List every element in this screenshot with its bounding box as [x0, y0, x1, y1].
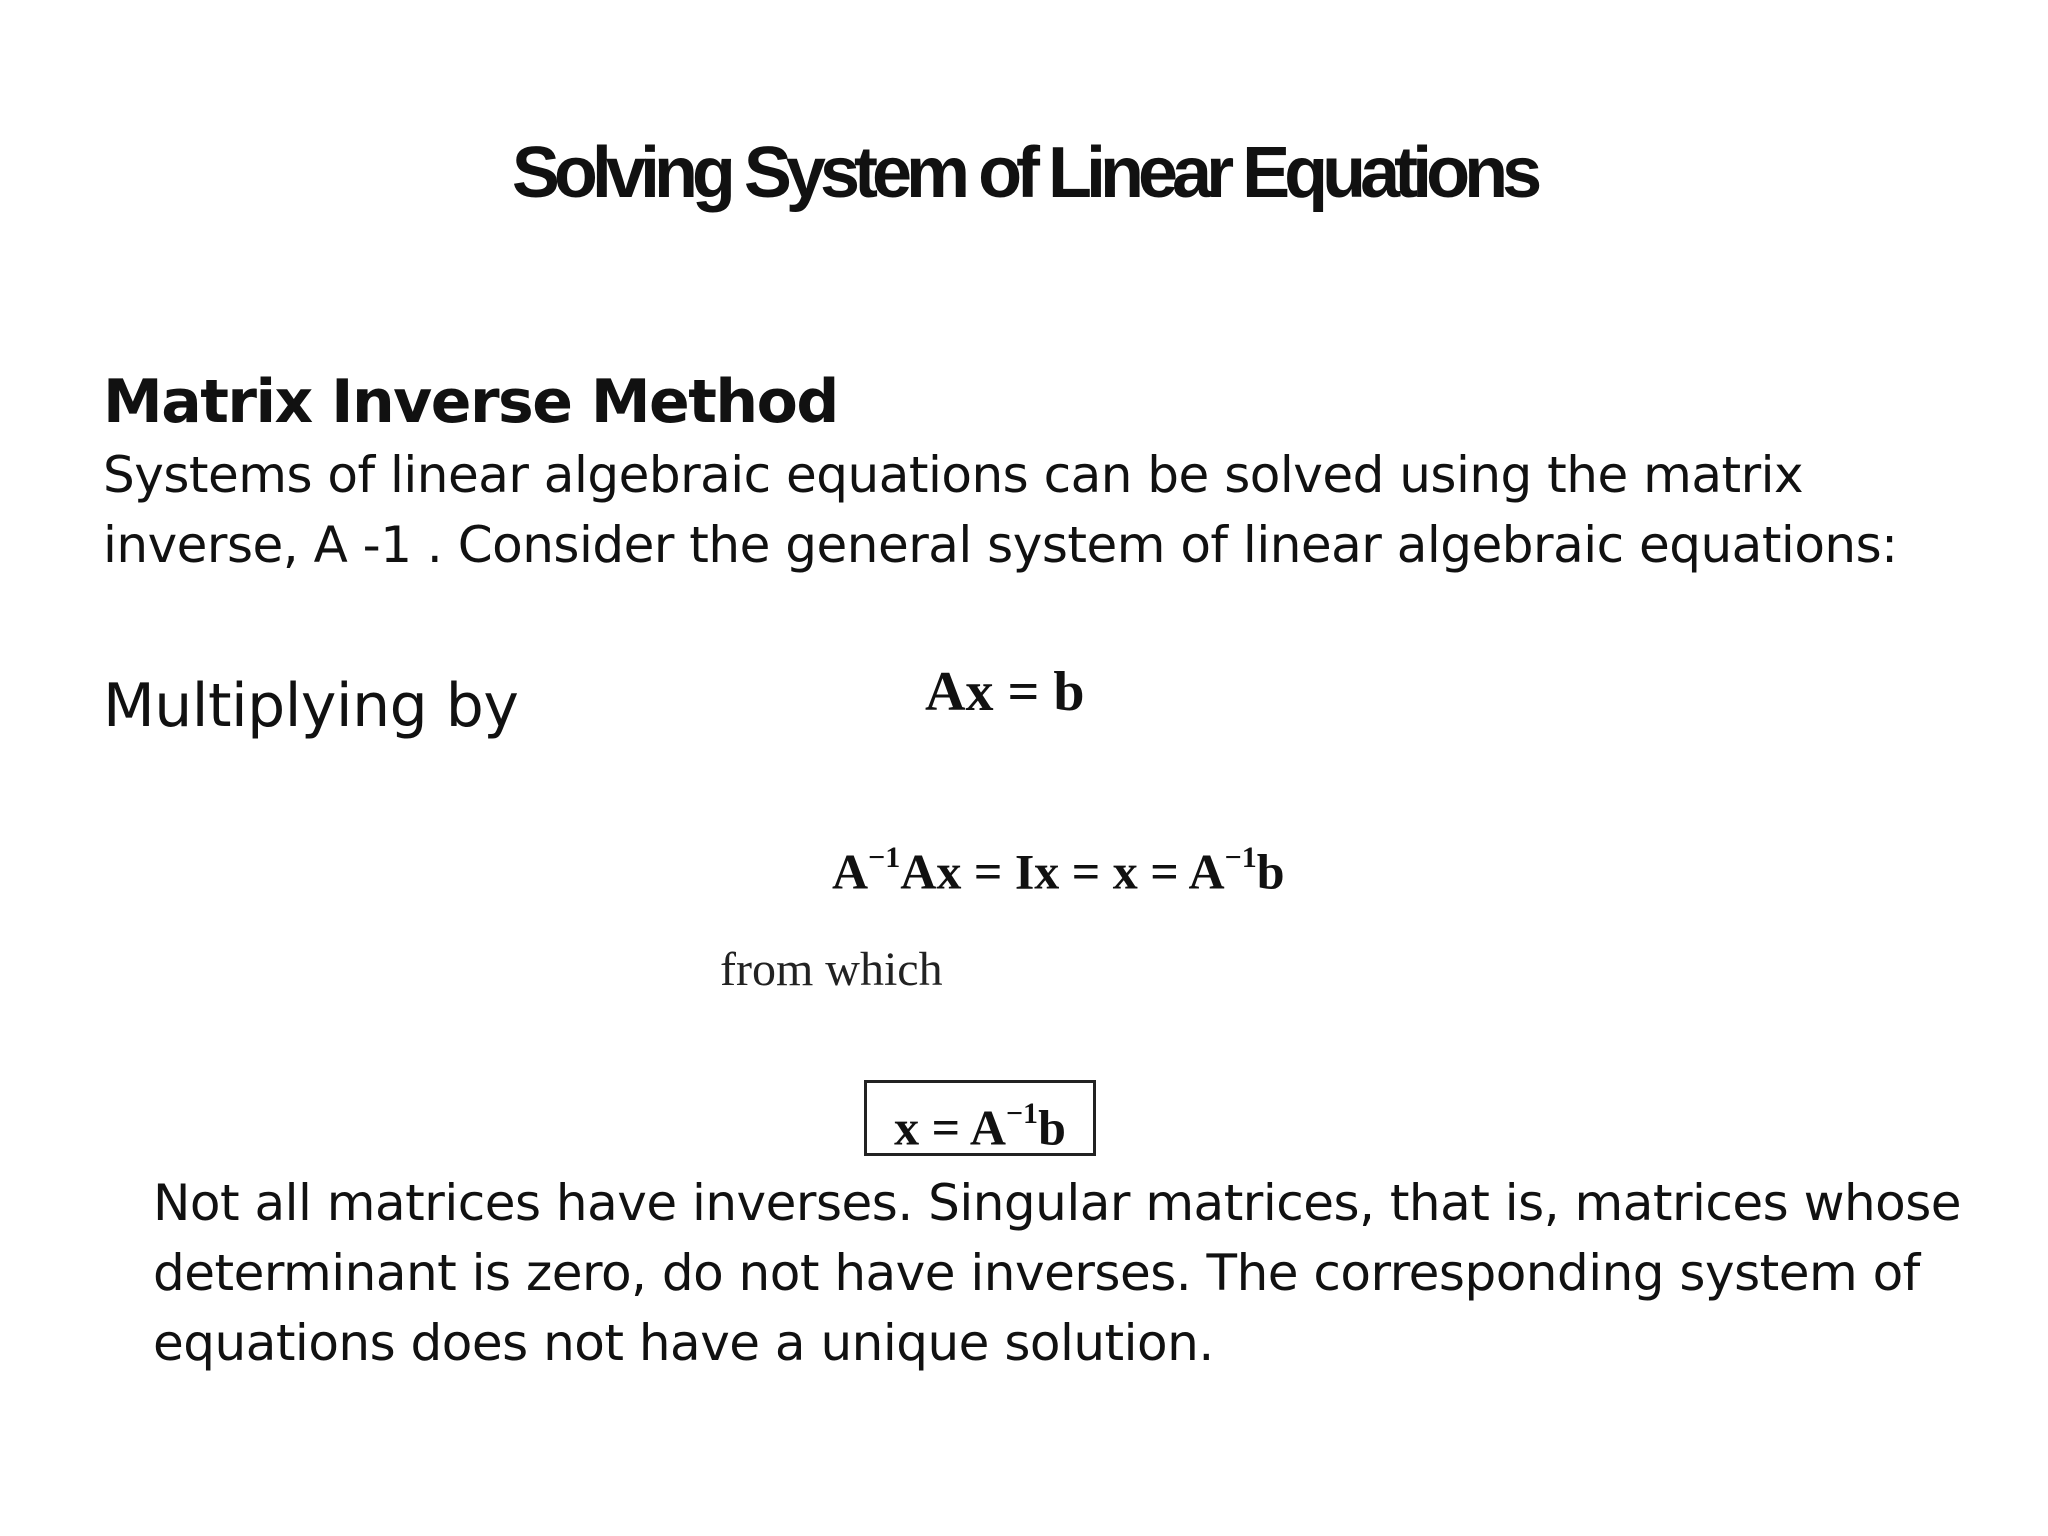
closing-paragraph: Not all matrices have inverses. Singular matrices, that is, matrices whose determinant is zero, do not have inverses. The corresponding system of equations does not have a unique solution.	[153, 1174, 1962, 1372]
eq3-part2: b	[1038, 1099, 1066, 1156]
eq2-part3: b	[1256, 843, 1285, 900]
multiplying-by-label: Multiplying by	[103, 671, 519, 741]
boxed-solution-equation	[864, 1080, 1096, 1156]
eq2-exp2: −1	[1224, 840, 1257, 874]
eq2-exp1: −1	[868, 840, 901, 874]
eq2-part1: A	[832, 843, 869, 900]
from-which-label: from which	[720, 943, 943, 996]
eq2-part2: Ax = Ix = x = A	[900, 843, 1225, 900]
equation-ax-equals-b: Ax = b	[925, 661, 1085, 723]
slide-title: Solving System of Linear Equations	[511, 133, 1537, 213]
section-heading: Matrix Inverse Method	[103, 367, 838, 437]
intro-paragraph: Systems of linear algebraic equations can be solved using the matrix inverse, A -1 . Consider the general system of linear algebraic equations:	[103, 446, 1898, 574]
equation-inverse-multiplication	[832, 830, 1285, 904]
eq3-part1: x = A	[894, 1099, 1006, 1156]
eq3-exp1: −1	[1005, 1096, 1039, 1130]
